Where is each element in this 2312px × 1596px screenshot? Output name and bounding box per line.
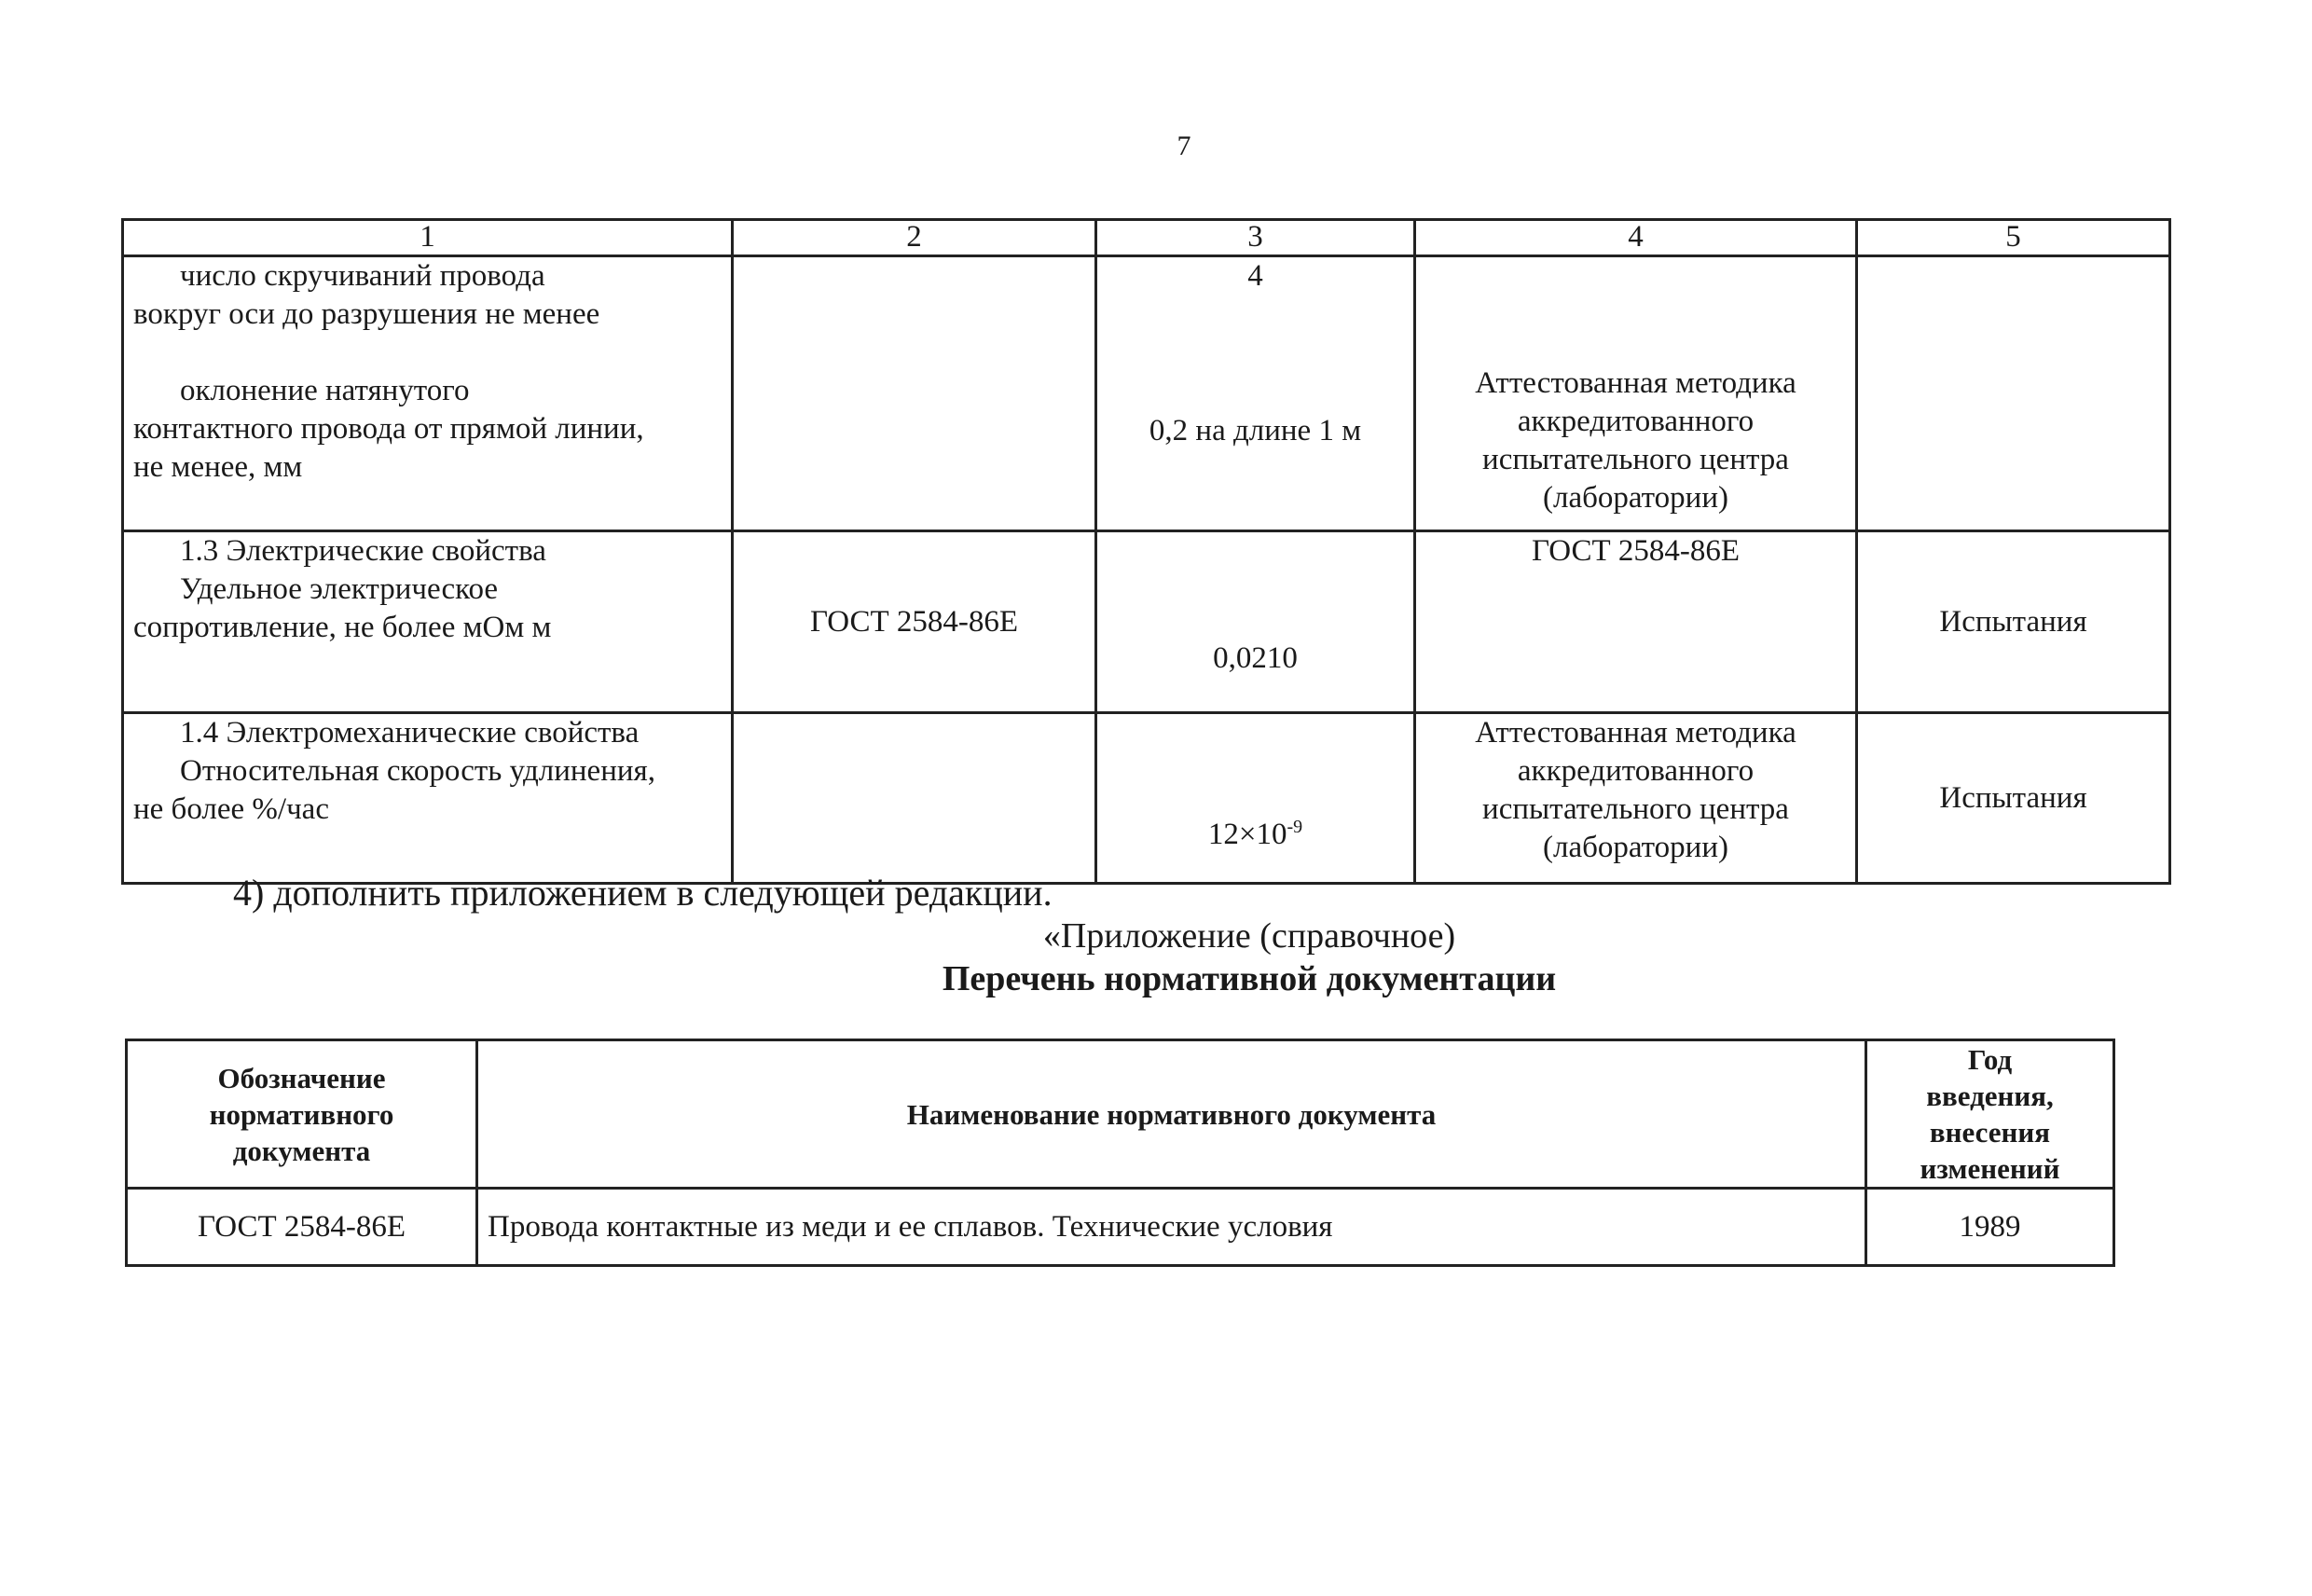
header-line: нормативного <box>209 1097 394 1131</box>
row1-property <box>123 256 733 531</box>
method-line: испытательного центра <box>1482 792 1789 826</box>
row2-value: 0,0210 <box>1096 531 1415 713</box>
property-line: не менее, мм <box>133 450 303 484</box>
row3-standard <box>733 713 1096 884</box>
table-row <box>123 256 2170 531</box>
header-col-4: 4 <box>1415 220 1857 256</box>
property-line: Относительная скорость удлинения, <box>180 754 655 788</box>
row1-standard <box>733 256 1096 531</box>
property-line: контактного провода от прямой линии, <box>133 412 644 446</box>
row1-value <box>1096 256 1415 531</box>
page-number: 7 <box>1177 131 1191 161</box>
row2-property <box>123 531 733 713</box>
method-line: Аттестованная методика <box>1475 716 1796 750</box>
header-col-3: 3 <box>1096 220 1415 256</box>
header-line: Год <box>1967 1043 2013 1076</box>
doc-designation: ГОСТ 2584-86Е <box>127 1189 477 1266</box>
appendix-title: «Приложение (справочное) <box>1042 916 1456 956</box>
row3-method <box>1415 713 1857 884</box>
header-col-1: 1 <box>123 220 733 256</box>
requirements-table <box>121 218 2171 885</box>
row1-method <box>1415 256 1857 531</box>
method-line: (лаборатории) <box>1543 481 1728 515</box>
property-line: число скручиваний провода <box>180 259 545 293</box>
normative-docs-table <box>125 1039 2115 1267</box>
header-line: введения, <box>1926 1080 2054 1112</box>
property-line: Удельное электрическое <box>180 572 499 606</box>
row1-control <box>1857 256 2170 531</box>
header-name: Наименование нормативного документа <box>477 1040 1866 1189</box>
amendment-paragraph: 4) дополнить приложением в следующей редакции. <box>233 872 1053 914</box>
method-line: (лаборатории) <box>1543 831 1728 864</box>
row2-standard: ГОСТ 2584-86Е <box>733 531 1096 713</box>
row3-property <box>123 713 733 884</box>
property-line <box>133 334 722 372</box>
header-col-5: 5 <box>1857 220 2170 256</box>
property-line: не более %/час <box>133 792 329 826</box>
method-line: аккредитованного <box>1517 754 1755 788</box>
doc-year: 1989 <box>1866 1189 2114 1266</box>
value-deviation: 0,2 на длине 1 м <box>1149 414 1362 447</box>
header-line: изменений <box>1920 1152 2060 1185</box>
property-line: вокруг оси до разрушения не менее <box>133 297 600 331</box>
value-base: 12×10 <box>1207 818 1287 851</box>
property-line: сопротивление, не более мОм м <box>133 611 552 644</box>
method-line: аккредитованного <box>1517 405 1755 438</box>
method-line: испытательного центра <box>1482 443 1789 476</box>
table-header-row <box>127 1040 2114 1189</box>
value-twists: 4 <box>1247 259 1263 293</box>
row2-control: Испытания <box>1857 531 2170 713</box>
property-line: оклонение натянутого <box>180 374 470 407</box>
table-row <box>123 713 2170 884</box>
property-line: 1.3 Электрические свойства <box>180 534 546 568</box>
header-year <box>1866 1040 2114 1189</box>
table-header-row <box>123 220 2170 256</box>
appendix-subtitle: Перечень нормативной документации <box>942 959 1557 998</box>
row3-value <box>1096 713 1415 884</box>
property-line: 1.4 Электромеханические свойства <box>180 716 640 750</box>
header-line: документа <box>232 1134 371 1167</box>
header-line: внесения <box>1929 1116 2051 1149</box>
method-line: Аттестованная методика <box>1475 366 1796 400</box>
doc-name: Провода контактные из меди и ее сплавов. Технические условия <box>477 1189 1866 1266</box>
header-designation <box>127 1040 477 1189</box>
row2-method: ГОСТ 2584-86Е <box>1415 531 1857 713</box>
table-row <box>127 1189 2114 1266</box>
row3-control: Испытания <box>1857 713 2170 884</box>
header-col-2: 2 <box>733 220 1096 256</box>
table-row <box>123 531 2170 713</box>
header-line: Обозначение <box>217 1061 386 1094</box>
value-exponent: -9 <box>1287 817 1303 837</box>
